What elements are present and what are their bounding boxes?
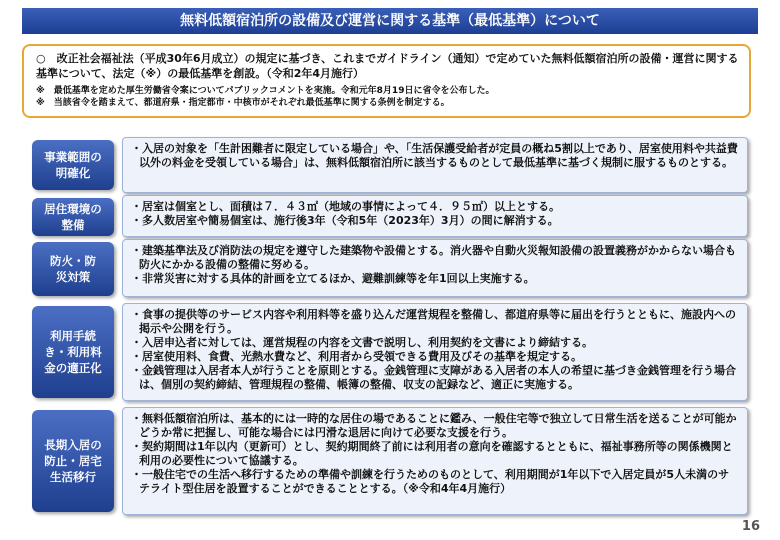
- bullet-line: ・無料低額宿泊所は、基本的には一時的な居住の場であることに鑑み、一般住宅等で独立して日常生活を送ることが可能かどうか常に把握し、可能な場合には円滑な退居に向けて必要な支援を行う。: [131, 412, 737, 439]
- category-description-fire: [122, 239, 748, 297]
- category-description-long-term: [122, 407, 748, 515]
- bullet-line: ・一般住宅での生活へ移行するための準備や訓練を行うためのものとして、利用期間が1年以下で入居定員が5人未満のサテライト型住居を設置することができることとする。（※令和4年4月施行）: [131, 468, 730, 495]
- intro-note: ※ 当該省令を踏まえて、都道府県・指定都市・中核市がそれぞれ最低基準に関する条例を制定する。: [36, 98, 450, 108]
- page-title: 無料低額宿泊所の設備及び運営に関する基準（最低基準）について: [22, 8, 758, 34]
- category-label-text: 利用手続き・利用料金の適正化: [44, 329, 102, 375]
- bullet-line: ・金銭管理は入居者本人が行うことを原則とする。金銭管理に支障がある入居者の本人の希望に基づき金銭管理を行う場合は、個別の契約締結、管理規程の整備、帳簿の整備、収支の記録など、適正に実施する。: [131, 364, 736, 391]
- category-label-fees: [32, 306, 114, 398]
- bullet-line: ・多人数居室や簡易個室は、施行後3年（令和5年（2023年）3月）の間に解消する。: [131, 214, 559, 227]
- category-label-fire: [32, 242, 114, 296]
- intro-main-text: ○ 改正社会福祉法（平成30年6月成立）の規定に基づき、これまでガイドライン（通知）で定めていた無料低額宿泊所の設備・運営に関する基準について、法定（※）の最低基準を創設。（令和2年4月施行）: [36, 52, 739, 80]
- bullet-line: ・居室は個室とし、面積は７．４３㎡（地域の事情によって４．９５㎡）以上とする。: [131, 200, 560, 213]
- category-description-living: [122, 195, 748, 237]
- intro-note: ※ 最低基準を定めた厚生労働省令案についてパブリックコメントを実施。令和元年8月19日に省令を公布した。: [36, 86, 495, 96]
- bullet-line: ・建築基準法及び消防法の規定を遵守した建築物や設備とする。消火器や自動火災報知設備の設置義務がかからない場合も防火にかかる設備の整備に努める。: [131, 244, 736, 271]
- category-label-scope: [32, 140, 114, 190]
- bullet-line: ・入居の対象を「生計困難者に限定している場合」や、「生活保護受給者が定員の概ね5割以上であり、居室使用料や共益費以外の料金を受領している場合」は、無料低額宿泊所に該当するものとして最低基準に基づく規制に服するものとする。: [131, 142, 738, 169]
- category-description-scope: [122, 137, 748, 193]
- intro-box: [22, 44, 751, 118]
- bullet-line: ・契約期間は1年以内（更新可）とし、契約期間終了前には利用者の意向を確認するとともに、福祉事務所等の関係機関と利用の必要性について協議する。: [131, 440, 733, 467]
- category-label-living: [32, 198, 114, 236]
- bullet-line: ・居室使用料、食費、光熱水費など、利用者から受領できる費用及びその基準を規定する。: [131, 350, 582, 363]
- category-label-text: 防火・防災対策: [50, 254, 96, 284]
- bullet-line: ・食事の提供等のサービス内容や利用料等を盛り込んだ運営規程を整備し、都道府県等に届出を行うとともに、施設内への掲示や公開を行う。: [131, 308, 736, 335]
- bullet-line: ・入居申込者に対しては、運営規程の内容を文書で説明し、利用契約を文書により締結する。: [131, 336, 593, 349]
- category-description-fees: [122, 303, 748, 401]
- page-number: 16: [741, 519, 760, 534]
- category-label-long-term: [32, 410, 114, 512]
- category-label-text: 長期入居の防止・居宅生活移行: [44, 438, 102, 484]
- category-label-text: 居住環境の整備: [44, 202, 102, 232]
- category-label-text: 事業範囲の明確化: [44, 150, 102, 180]
- bullet-line: ・非常災害に対する具体的計画を立てるほか、避難訓練等を年1回以上実施する。: [131, 272, 535, 285]
